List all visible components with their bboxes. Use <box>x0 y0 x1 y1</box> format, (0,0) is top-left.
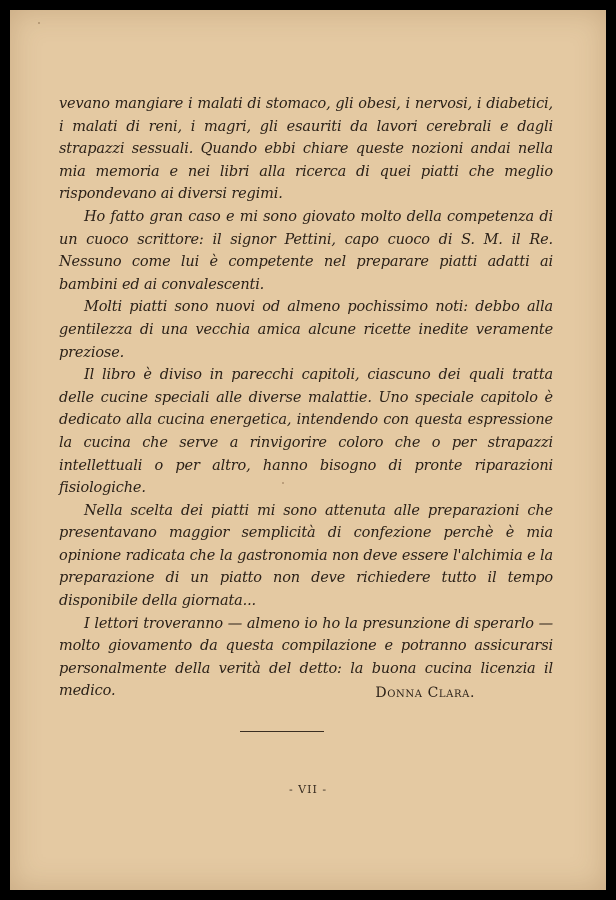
paragraph-1: vevano mangiare i malati di stomaco, gli obesi, i nervosi, i diabetici, i malati di reni, i magri, gli esauriti da lavori cerebrali e dagli strapazzi sessuali. Quando ebbi chiare queste nozioni andai nella mia memoria e nei libri alla ricerca di quei piatti che meglio rispondevano ai diversi regimi. <box>59 96 553 203</box>
section-divider <box>240 731 324 732</box>
page-number: - VII - <box>288 783 328 796</box>
paragraph-3: Molti piatti sono nuovi od almeno pochissimo noti: debbo alla gentilezza di una vecchia amica alcune ricette inedite veramente preziose. <box>59 299 553 361</box>
paragraph-5: Nella scelta dei piatti mi sono attenuta alle preparazioni che presentavano maggior semplicità di confezione perchè è mia opinione radicata che la gastronomia non deve essere l'alchimia e la preparazione di un piatto non deve richiedere tutto il tempo disponibile della giornata... <box>59 502 553 610</box>
body-text <box>59 93 553 703</box>
author-signature: Donna Clara. <box>375 685 475 701</box>
paragraph-6: I lettori troveranno — almeno io ho la presunzione di sperarlo — molto giovamento da questa compilazione e potranno assicurarsi personalmente della verità del detto: la buona cucina licenzia il medico. <box>59 615 553 700</box>
paragraph-2: Ho fatto gran caso e mi sono giovato molto della competenza di un cuoco scrittore: il signor Pettini, capo cuoco di S. M. il Re. Nessuno come lui è competente nel preparare piatti adatti ai bambini ed ai convalescenti. <box>59 208 553 293</box>
paper-speck <box>38 22 40 24</box>
book-page <box>10 10 606 890</box>
paragraph-4: Il libro è diviso in parecchi capitoli, ciascuno dei quali tratta delle cucine speciali alle diverse malattie. Uno speciale capitolo è dedicato alla cucina energetica, intendendo con questa espressione la cucina che serve a rinvigorire coloro che o per strapazzi intellettuali o per altro, hanno bisogno di pronte riparazioni fisiologiche. <box>59 367 553 497</box>
